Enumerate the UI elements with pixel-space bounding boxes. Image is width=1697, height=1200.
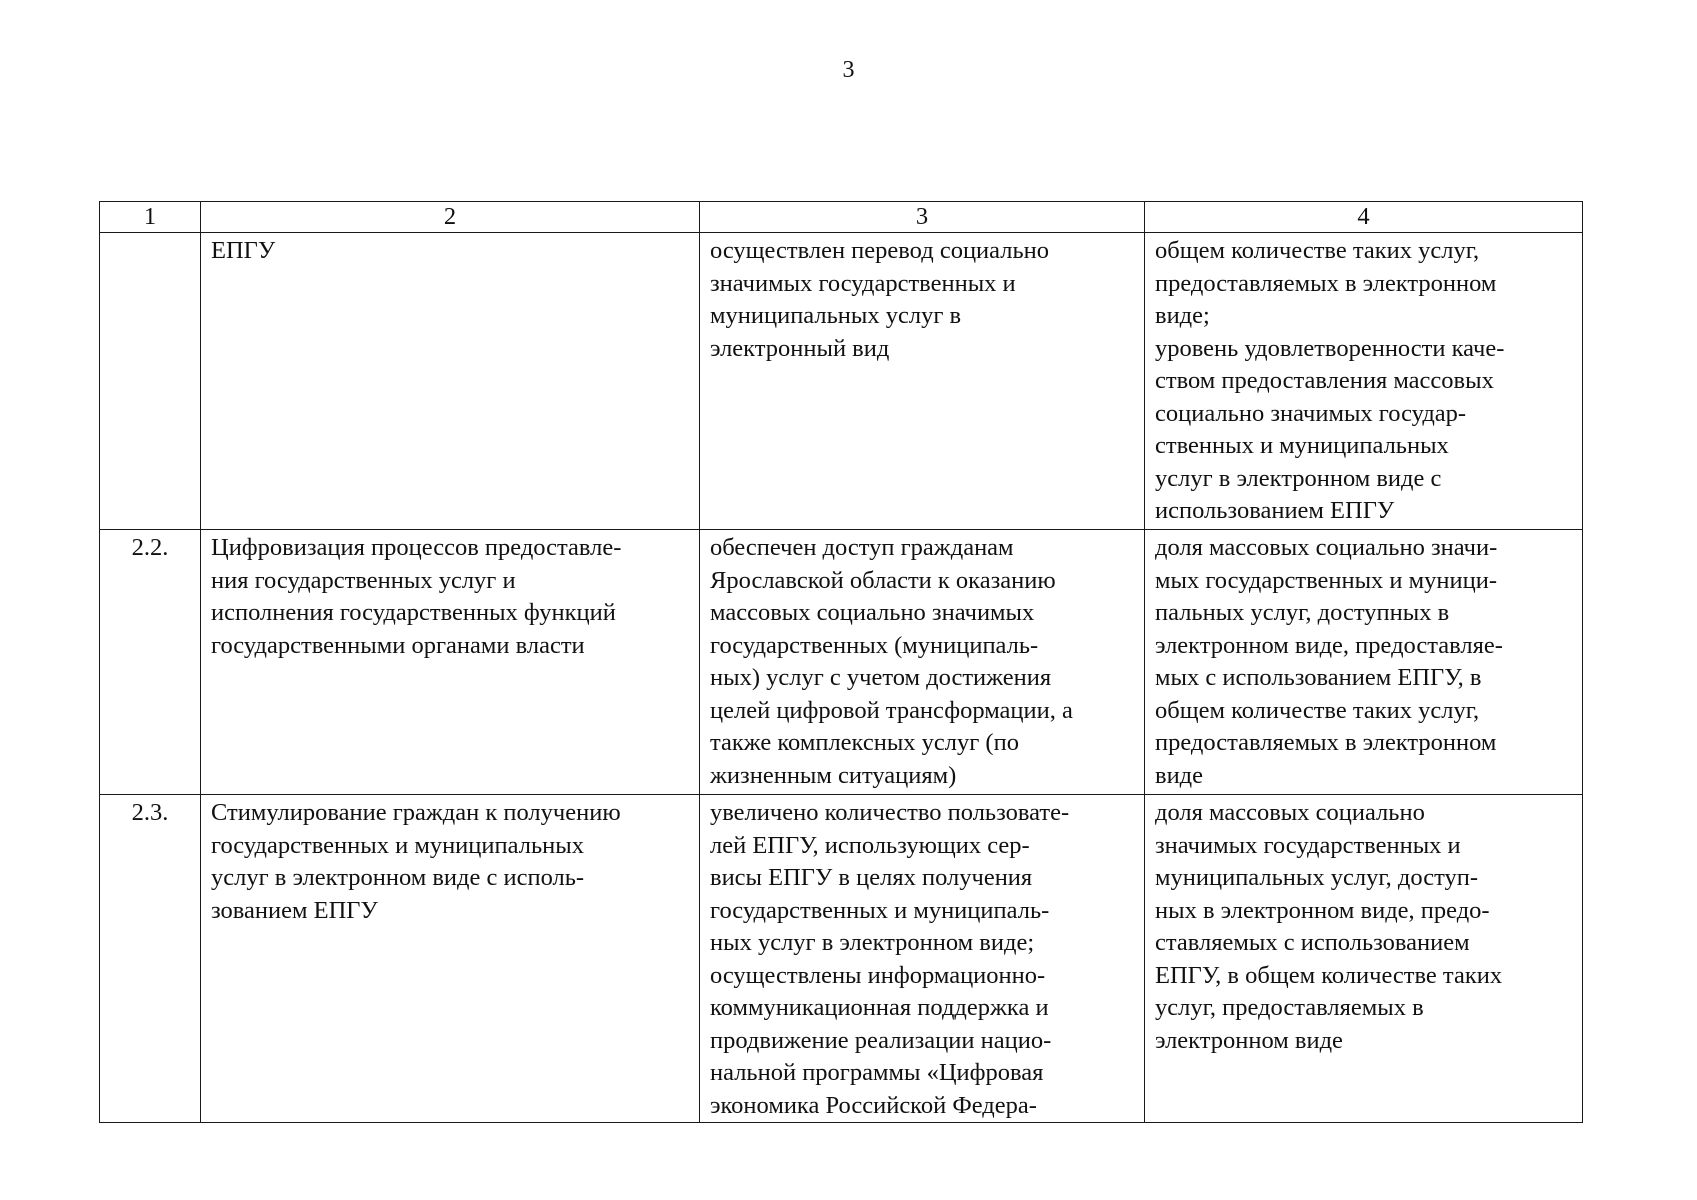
header-cell-2: 2 [201, 202, 700, 233]
row-number-cell [100, 233, 201, 530]
table-header-row [100, 202, 1583, 233]
task-cell: Цифровизация процессов предоставле- ния государственных услуг и исполнения государственных функций государственными органами власти [201, 530, 700, 795]
task-cell: Стимулирование граждан к получению государственных и муниципальных услуг в электронном виде с исполь- зованием ЕПГУ [201, 795, 700, 1123]
result-cell: обеспечен доступ гражданам Ярославской области к оказанию массовых социально значимых государственных (муниципаль- ных) услуг с учетом достижения целей цифровой трансформации, а также комплексных услуг (по жизненным ситуациям) [700, 530, 1145, 795]
indicator-cell: доля массовых социально значи- мых государственных и муници- пальных услуг, доступных в электронном виде, предоставляе- мых с использованием ЕПГУ, в общем количестве таких услуг, предоставляемых в электронном виде [1145, 530, 1583, 795]
table-row [100, 233, 1583, 530]
row-number-cell: 2.2. [100, 530, 201, 795]
table-row [100, 530, 1583, 795]
page-number: 3 [842, 57, 855, 83]
table-row [100, 795, 1583, 1123]
header-cell-4: 4 [1145, 202, 1583, 233]
indicator-cell: доля массовых социально значимых государственных и муниципальных услуг, доступ- ных в электронном виде, предо- ставляемых с использованием ЕПГУ, в общем количестве таких услуг, предоставляемых в электронном виде [1145, 795, 1583, 1123]
result-cell: увеличено количество пользовате- лей ЕПГУ, использующих сер- висы ЕПГУ в целях получения государственных и муниципаль- ных услуг в электронном виде; осуществлены информационно- коммуникационная поддержка и продвижение реализации нацио- нальной программы «Цифровая экономика Российской Федера- [700, 795, 1145, 1123]
header-cell-3: 3 [700, 202, 1145, 233]
indicator-cell: общем количестве таких услуг, предоставляемых в электронном виде; уровень удовлетворенности каче- ством предоставления массовых социально значимых государ- ственных и муниципальных услуг в электронном виде с использованием ЕПГУ [1145, 233, 1583, 530]
header-cell-1: 1 [100, 202, 201, 233]
row-number-cell: 2.3. [100, 795, 201, 1123]
measures-table [99, 201, 1583, 1123]
result-cell: осуществлен перевод социально значимых государственных и муниципальных услуг в электронный вид [700, 233, 1145, 530]
task-cell: ЕПГУ [201, 233, 700, 530]
